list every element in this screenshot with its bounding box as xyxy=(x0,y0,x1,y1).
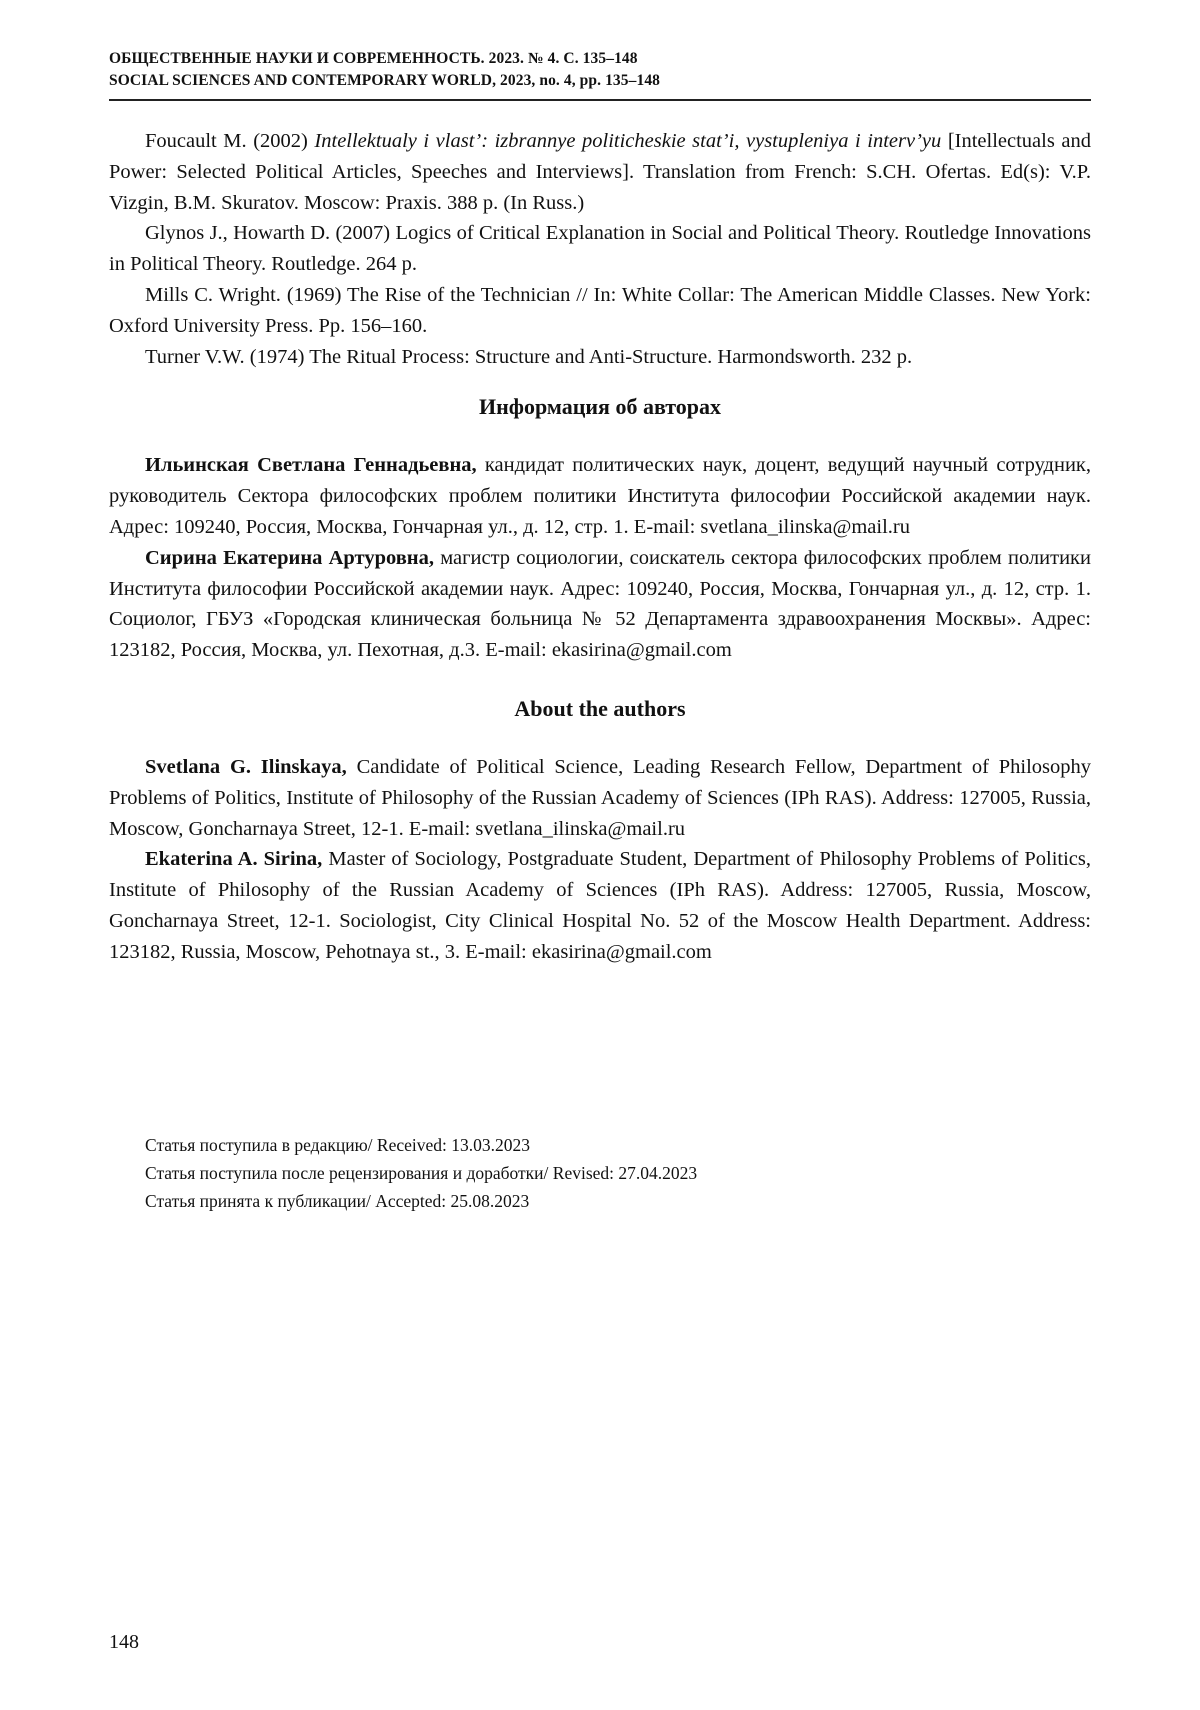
author-details: Candidate of Political Science, Leading Research Fellow, Department of Philosophy Problems of Politics, Institute of Philosophy of the Russian Academy of Sciences (IPh RAS). Address: 127005, Russia, Moscow, Goncharnaya Street, 12-1. E-mail: svetlana_ilinska@mail.ru xyxy=(109,755,1091,840)
reference-text: [Intellectuals and Power: Selected Political Articles, Speeches and Interviews]. Translation from French: S.CH. Ofertas. Ed(s): V.P. Vizgin, B.M. Skuratov. Moscow: Praxis. 388 p. (In Russ.) xyxy=(109,130,1091,214)
article-dates xyxy=(145,1131,697,1215)
references-list xyxy=(109,126,1091,372)
reference-italic-title: Intellektualy i vlast’: izbrannye politicheskie stat’i, vystupleniya i interv’yu xyxy=(314,130,942,152)
authors-info-ru-title: Информация об авторах xyxy=(478,394,722,420)
received-date: Статья поступила в редакцию/ Received: 13.03.2023 xyxy=(145,1135,530,1155)
reference-item xyxy=(109,126,1091,218)
author-entry xyxy=(109,844,1091,967)
revised-date: Статья поступила после рецензирования и доработки/ Revised: 27.04.2023 xyxy=(145,1163,698,1183)
header-line-en: SOCIAL SCIENCES AND CONTEMPORARY WORLD, 2023, no. 4, pp. 135–148 xyxy=(109,72,661,89)
author-name: Svetlana G. Ilinskaya, xyxy=(145,755,347,778)
running-header xyxy=(109,48,1091,101)
about-authors-en-title: About the authors xyxy=(514,695,686,721)
reference-text: Foucault M. (2002) xyxy=(145,130,315,152)
author-details: Master of Sociology, Postgraduate Student, Department of Philosophy Problems of Politics, Institute of Philosophy of the Russian Academy of Sciences (IPh RAS). Address: 127005, Russia, Moscow, Goncharnaya Street, 12-1. Sociologist, City Clinical Hospital No. 52 of the Moscow Health Department. Address: 123182, Russia, Moscow, Pehotnaya st., 3. E-mail: ekasirina@gmail.com xyxy=(109,848,1091,963)
authors-info-ru xyxy=(109,450,1091,666)
author-details: магистр социологии, соискатель сектора философских проблем политики Института философии Российской академии наук. Адрес: 109240, Россия, Москва, Гончарная ул., д. 12, стр. 1. Социолог, ГБУЗ «Городская клиническая больница № 52 Департамента здравоохранения Москвы». Адрес: 123182, Россия, Москва, ул. Пехотная, д.3. E-mail: ekasirina@gmail.com xyxy=(109,546,1091,662)
authors-info-en xyxy=(109,752,1091,968)
author-name: Ильинская Светлана Геннадьевна, xyxy=(145,454,477,477)
author-name: Сирина Екатерина Артуровна, xyxy=(145,546,434,569)
author-details: кандидат политических наук, доцент, ведущий научный сотрудник, руководитель Сектора философских проблем политики Института философии Российской академии наук. Адрес: 109240, Россия, Москва, Гончарная ул., д. 12, стр. 1. E-mail: svetlana_ilinska@mail.ru xyxy=(109,454,1092,538)
article-body xyxy=(109,126,1091,968)
author-entry xyxy=(109,752,1091,844)
reference-item: Glynos J., Howarth D. (2007) Logics of Critical Explanation in Social and Political Theory. Routledge Innovations in Political Theory. Routledge. 264 p. xyxy=(109,222,1091,276)
page-number: 148 xyxy=(109,1631,139,1653)
reference-item: Turner V.W. (1974) The Ritual Process: Structure and Anti-Structure. Harmondsworth. 232 p. xyxy=(145,345,913,368)
accepted-date: Статья принята к публикации/ Accepted: 25.08.2023 xyxy=(145,1191,530,1211)
author-name: Ekaterina A. Sirina, xyxy=(145,848,323,871)
author-entry xyxy=(109,450,1091,542)
author-entry xyxy=(109,543,1091,666)
reference-item: Mills C. Wright. (1969) The Rise of the Technician // In: White Collar: The American Middle Classes. New York: Oxford University Press. Pp. 156–160. xyxy=(109,283,1091,337)
header-line-ru: ОБЩЕСТВЕННЫЕ НАУКИ И СОВРЕМЕННОСТЬ. 2023. № 4. С. 135–148 xyxy=(109,50,638,67)
